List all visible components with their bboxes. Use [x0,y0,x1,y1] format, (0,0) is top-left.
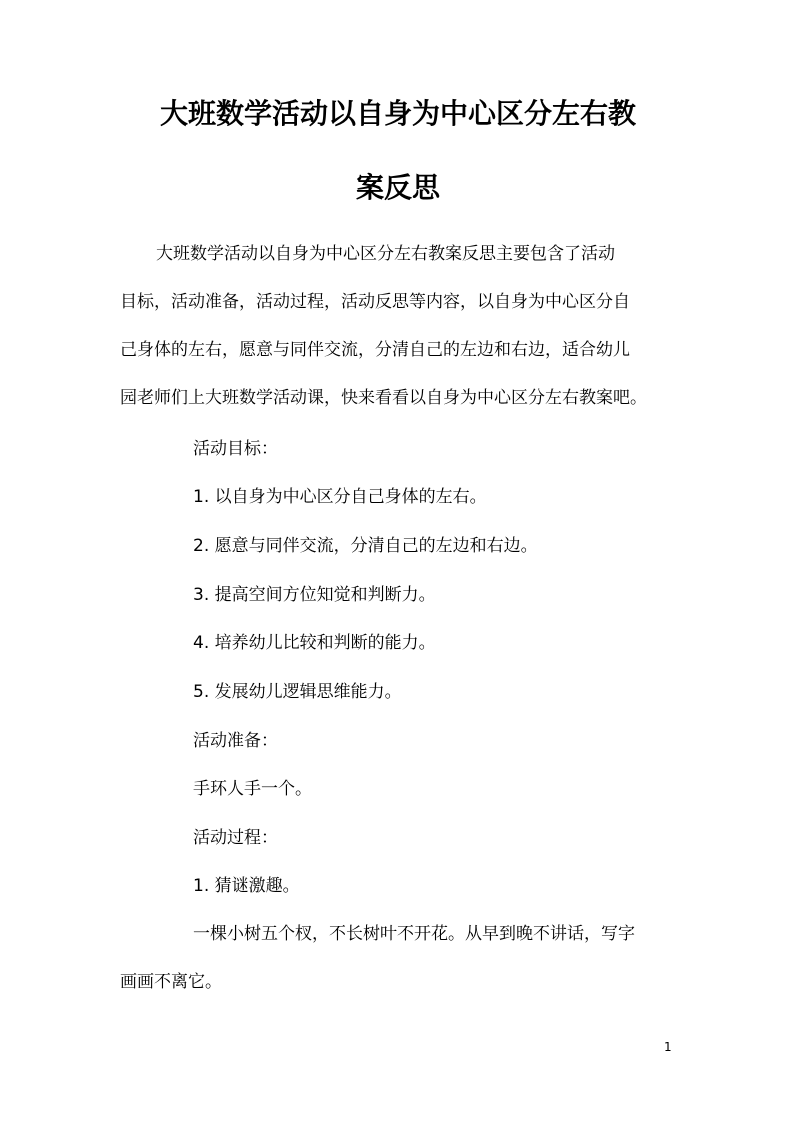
page-number: 1 [664,1040,672,1054]
intro-line-1: 大班数学活动以自身为中心区分左右教案反思主要包含了活动 [156,244,615,264]
process-heading: 活动过程： [193,828,278,848]
preparation-text: 手环人手一个。 [193,779,312,799]
document-title-line-2: 案反思 [355,171,440,204]
process-step-1: 1. 猜谜激趣。 [193,876,300,896]
riddle-line-1: 一棵小树五个杈，不长树叶不开花。从早到晚不讲话，写字 [193,924,635,944]
intro-line-2: 目标，活动准备，活动过程，活动反思等内容，以自身为中心区分自 [120,292,630,312]
goal-item-3: 3. 提高空间方位知觉和判断力。 [193,585,436,605]
goal-item-2: 2. 愿意与同伴交流，分清自己的左边和右边。 [193,536,538,556]
document-title-line-1: 大班数学活动以自身为中心区分左右教 [159,97,636,130]
riddle-line-2: 画画不离它。 [120,972,222,992]
goal-item-1: 1. 以自身为中心区分自己身体的左右。 [193,487,487,507]
goal-item-4: 4. 培养幼儿比较和判断的能力。 [193,633,436,653]
preparation-heading: 活动准备： [193,731,278,751]
intro-line-3: 己身体的左右，愿意与同伴交流，分清自己的左边和右边，适合幼儿 [120,340,630,360]
goals-heading: 活动目标： [193,439,278,459]
goal-item-5: 5. 发展幼儿逻辑思维能力。 [193,682,402,702]
intro-line-4: 园老师们上大班数学活动课，快来看看以自身为中心区分左右教案吧。 [120,388,647,408]
